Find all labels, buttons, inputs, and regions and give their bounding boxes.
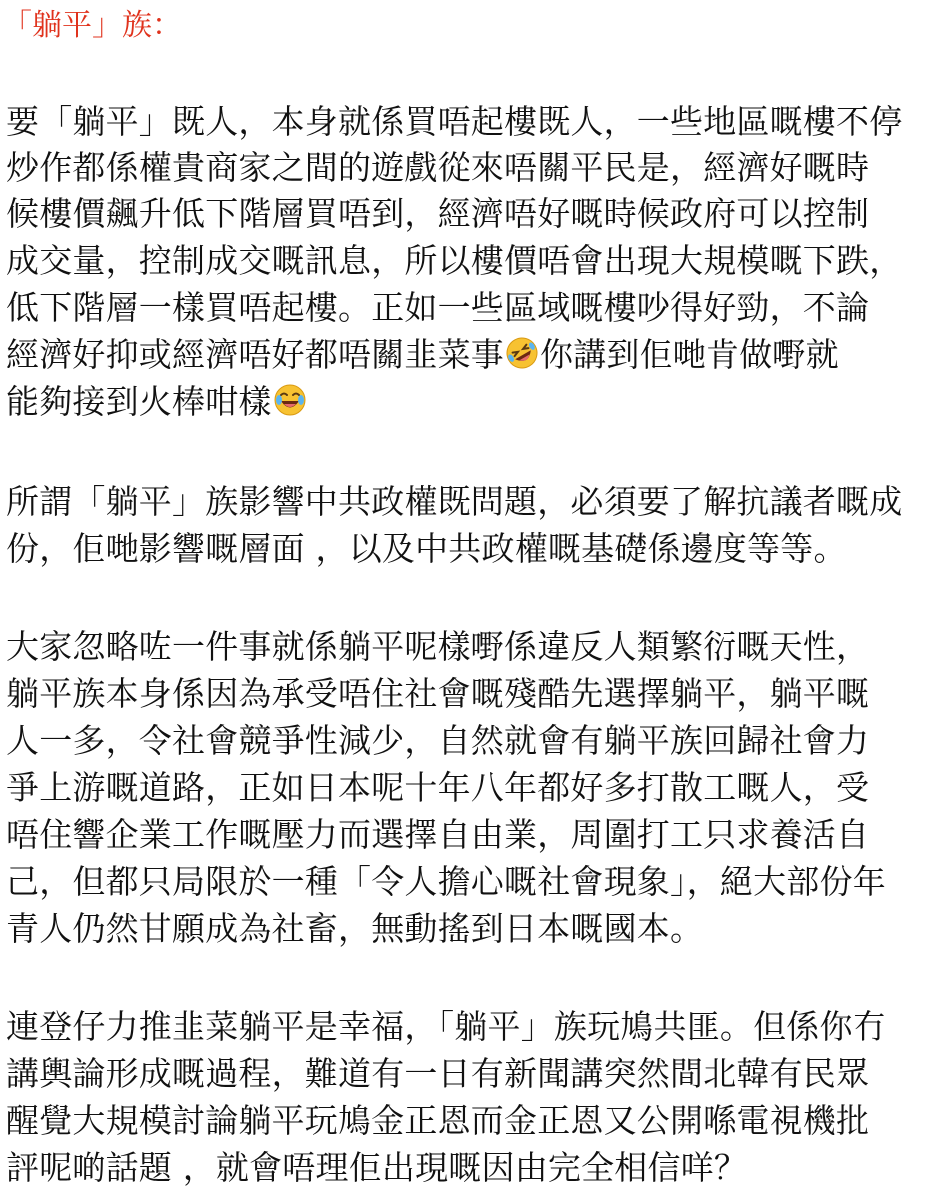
paragraph-4-line-2: 講輿論形成嘅過程，難道有一日有新聞講突然間北韓有民眾 [6,1054,870,1093]
paragraph-1-line-6 [6,333,839,377]
paragraph-3-line-3: 人一多，令社會競爭性減少，自然就會有躺平族回歸社會力 [6,721,870,760]
paragraph-1-line-2: 炒作都係權貴商家之間的遊戲從來唔關平民是，經濟好嘅時 [6,148,870,187]
face-with-tears-of-joy-icon [273,383,307,417]
paragraph-1-line-6-start: 經濟好抑或經濟唔好都唔關韭菜事 [6,335,504,374]
paragraph-3-line-5: 唔住響企業工作嘅壓力而選擇自由業，周圍打工只求養活自 [6,815,870,854]
paragraph-3-line-1: 大家忽略咗一件事就係躺平呢樣嘢係違反人類繁衍嘅天性， [6,627,870,666]
paragraph-4-line-4: 評呢啲話題 ，就會唔理佢出現嘅因由完全相信咩？ [6,1148,748,1187]
paragraph-1-line-6-end: 你講到佢哋肯做嘢就 [540,335,839,374]
paragraph-4-line-1: 連登仔力推韭菜躺平是幸福，「躺平」族玩鳩共匪。但係你冇 [6,1007,886,1046]
paragraph-3-line-4: 爭上游嘅道路，正如日本呢十年八年都好多打散工嘅人，受 [6,768,870,807]
paragraph-2-line-1: 所謂「躺平」族影響中共政權既問題，必須要了解抗議者嘅成 [6,482,903,521]
paragraph-3-line-2: 躺平族本身係因為承受唔住社會嘅殘酷先選擇躺平，躺平嘅 [6,674,870,713]
paragraph-4-line-3: 醒覺大規模討論躺平玩鳩金正恩而金正恩又公開喺電視機批 [6,1101,870,1140]
rolling-on-floor-laughing-icon [505,336,539,370]
paragraph-3-line-6: 己，但都只局限於一種「令人擔心嘅社會現象」，絕大部份年 [6,862,886,901]
paragraph-1-line-7-start: 能夠接到火棒咁樣 [6,382,272,421]
paragraph-2-line-2: 份，佢哋影響嘅層面 ，以及中共政權嘅基礎係邊度等等。 [6,529,847,568]
paragraph-1-line-4: 成交量，控制成交嘅訊息，所以樓價唔會出現大規模嘅下跌， [6,241,903,280]
paragraph-1-line-1: 要「躺平」既人，本身就係買唔起樓既人，一些地區嘅樓不停 [6,102,903,141]
paragraph-1-line-5: 低下階層一樣買唔起樓。正如一些區域嘅樓吵得好勁，不論 [6,288,870,327]
paragraph-3-line-7: 青人仍然甘願成為社畜，無動搖到日本嘅國本。 [6,909,704,948]
document-title: 「躺平」族： [2,8,182,43]
paragraph-1-line-7 [6,380,308,424]
paragraph-1-line-3: 候樓價飆升低下階層買唔到，經濟唔好嘅時候政府可以控制 [6,194,870,233]
